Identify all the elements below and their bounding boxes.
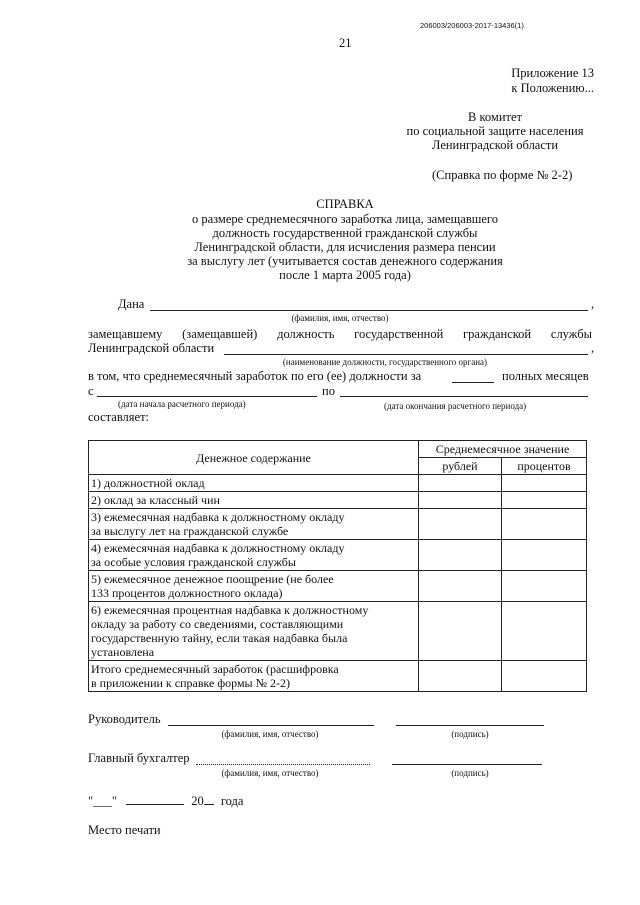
position-word: гражданской: [463, 327, 532, 341]
rubles-cell[interactable]: [419, 475, 502, 492]
date-line: [88, 793, 243, 809]
accountant-fio-hint: (фамилия, имя, отчество): [221, 768, 319, 778]
appendix-number: Приложение 13: [511, 66, 594, 80]
rubles-cell[interactable]: [419, 602, 502, 661]
appendix-regulation: к Положению...: [511, 81, 594, 95]
position-word: должность: [277, 327, 335, 341]
region-comma: ,: [591, 341, 595, 355]
salary-text: в том, что среднемесячный заработок по его (ее) должности за: [88, 369, 422, 383]
date-day-field[interactable]: ___: [93, 794, 112, 808]
accountant-sign-hint: (подпись): [451, 768, 489, 778]
date-year-field[interactable]: [204, 793, 214, 805]
row-label-line: 6) ежемесячная процентная надбавка к должностному: [91, 603, 369, 617]
period-end-field[interactable]: [340, 396, 588, 397]
row-label: [89, 509, 419, 540]
row-label: [89, 661, 419, 692]
row-label-line: 133 процентов должностного оклада): [91, 586, 283, 600]
date-quote-close: ": [111, 794, 117, 808]
accountant-fio-field[interactable]: [196, 764, 370, 765]
row-label: [89, 492, 419, 509]
header-rubles: рублей: [419, 458, 502, 475]
fio-hint: (фамилия, имя, отчество): [291, 313, 389, 323]
percent-cell[interactable]: [502, 492, 587, 509]
percent-cell[interactable]: [502, 602, 587, 661]
row-label-line: установлена: [91, 645, 155, 659]
period-to-label: по: [322, 384, 335, 398]
row-label: [89, 475, 419, 492]
seal-label: Место печати: [88, 823, 161, 837]
title-line: должность государственной гражданской службы: [212, 226, 478, 240]
given-label: Дана: [118, 297, 145, 311]
table-row: [89, 509, 587, 540]
position-line: [88, 327, 592, 342]
position-word: государственной: [354, 327, 444, 341]
rubles-cell[interactable]: [419, 571, 502, 602]
date-quote-open: ": [88, 794, 94, 808]
date-month-field[interactable]: [126, 793, 184, 805]
row-label-line: 3) ежемесячная надбавка к должностному окладу: [91, 510, 345, 524]
region-label: Ленинградской области: [88, 341, 215, 355]
period-start-field[interactable]: [97, 396, 317, 397]
date-year-prefix: 20: [191, 794, 204, 808]
header-money: Денежное содержание: [89, 441, 419, 475]
row-label-line: 2) оклад за классный чин: [91, 493, 220, 507]
addressee-line-3: Ленинградской области: [431, 138, 559, 152]
table-row: [89, 661, 587, 692]
period-from-label: с: [88, 384, 94, 398]
row-label-line: окладу за работу со сведениями, составляющими: [91, 617, 344, 631]
row-label-line: 5) ежемесячное денежное поощрение (не более: [91, 572, 334, 586]
rubles-cell[interactable]: [419, 492, 502, 509]
accountant-label: Главный бухгалтер: [88, 751, 190, 765]
table-row: [89, 602, 587, 661]
table-header-row: [89, 441, 587, 458]
row-label: [89, 571, 419, 602]
title-line: после 1 марта 2005 года): [279, 268, 411, 282]
rubles-cell[interactable]: [419, 661, 502, 692]
position-field[interactable]: [224, 354, 588, 355]
row-label-line: Итого среднемесячный заработок (расшифровка: [91, 662, 339, 676]
row-label-line: 1) должностной оклад: [91, 476, 205, 490]
header-average: Среднемесячное значение: [419, 441, 587, 458]
title-line: Ленинградской области, для исчисления размера пенсии: [194, 240, 496, 254]
months-text: полных месяцев: [502, 369, 589, 383]
rubles-cell[interactable]: [419, 540, 502, 571]
amount-label: составляет:: [88, 410, 150, 424]
fio-field[interactable]: [150, 310, 588, 311]
row-label: [89, 540, 419, 571]
percent-cell[interactable]: [502, 509, 587, 540]
position-word: службы: [550, 327, 592, 341]
position-word: замещавшему: [88, 327, 163, 341]
table-row: [89, 475, 587, 492]
head-fio-hint: (фамилия, имя, отчество): [221, 729, 319, 739]
title-line: о размере среднемесячного заработка лица, замещавшего: [192, 212, 498, 226]
table-row: [89, 540, 587, 571]
row-label-line: 4) ежемесячная надбавка к должностному окладу: [91, 541, 345, 555]
salary-table: [88, 440, 587, 692]
head-signature-field[interactable]: [396, 725, 544, 726]
months-field[interactable]: [452, 382, 494, 383]
head-fio-field[interactable]: [168, 725, 374, 726]
position-hint: (наименование должности, государственного органа): [282, 357, 488, 367]
addressee-line-1: В комитет: [468, 110, 522, 124]
row-label-line: в приложении к справке формы № 2-2): [91, 676, 291, 690]
accountant-signature-field[interactable]: [392, 764, 542, 765]
given-comma: ,: [591, 297, 595, 311]
row-label: [89, 602, 419, 661]
title-line: за выслугу лет (учитывается состав денежного содержания: [187, 254, 503, 268]
document-reference: 206003/206003-2017-13436(1): [420, 21, 524, 30]
head-sign-hint: (подпись): [451, 729, 489, 739]
addressee-line-2: по социальной защите населения: [406, 124, 584, 138]
date-suffix: года: [220, 794, 244, 808]
rubles-cell[interactable]: [419, 509, 502, 540]
end-hint: (дата окончания расчетного периода): [384, 401, 527, 411]
start-hint: (дата начала расчетного периода): [118, 399, 246, 409]
page-number: 21: [339, 36, 352, 50]
row-label-line: за выслугу лет на гражданской службе: [91, 524, 289, 538]
row-label-line: государственную тайну, если такая надбавка была: [91, 631, 348, 645]
percent-cell[interactable]: [502, 540, 587, 571]
position-word: (замещавшей): [182, 327, 258, 341]
percent-cell[interactable]: [502, 571, 587, 602]
percent-cell[interactable]: [502, 661, 587, 692]
row-label-line: за особые условия гражданской службы: [91, 555, 296, 569]
percent-cell[interactable]: [502, 475, 587, 492]
header-percent: процентов: [502, 458, 587, 475]
table-row: [89, 571, 587, 602]
table-row: [89, 492, 587, 509]
form-reference: (Справка по форме № 2-2): [432, 168, 573, 182]
document-title: СПРАВКА: [316, 197, 374, 211]
head-label: Руководитель: [88, 712, 161, 726]
